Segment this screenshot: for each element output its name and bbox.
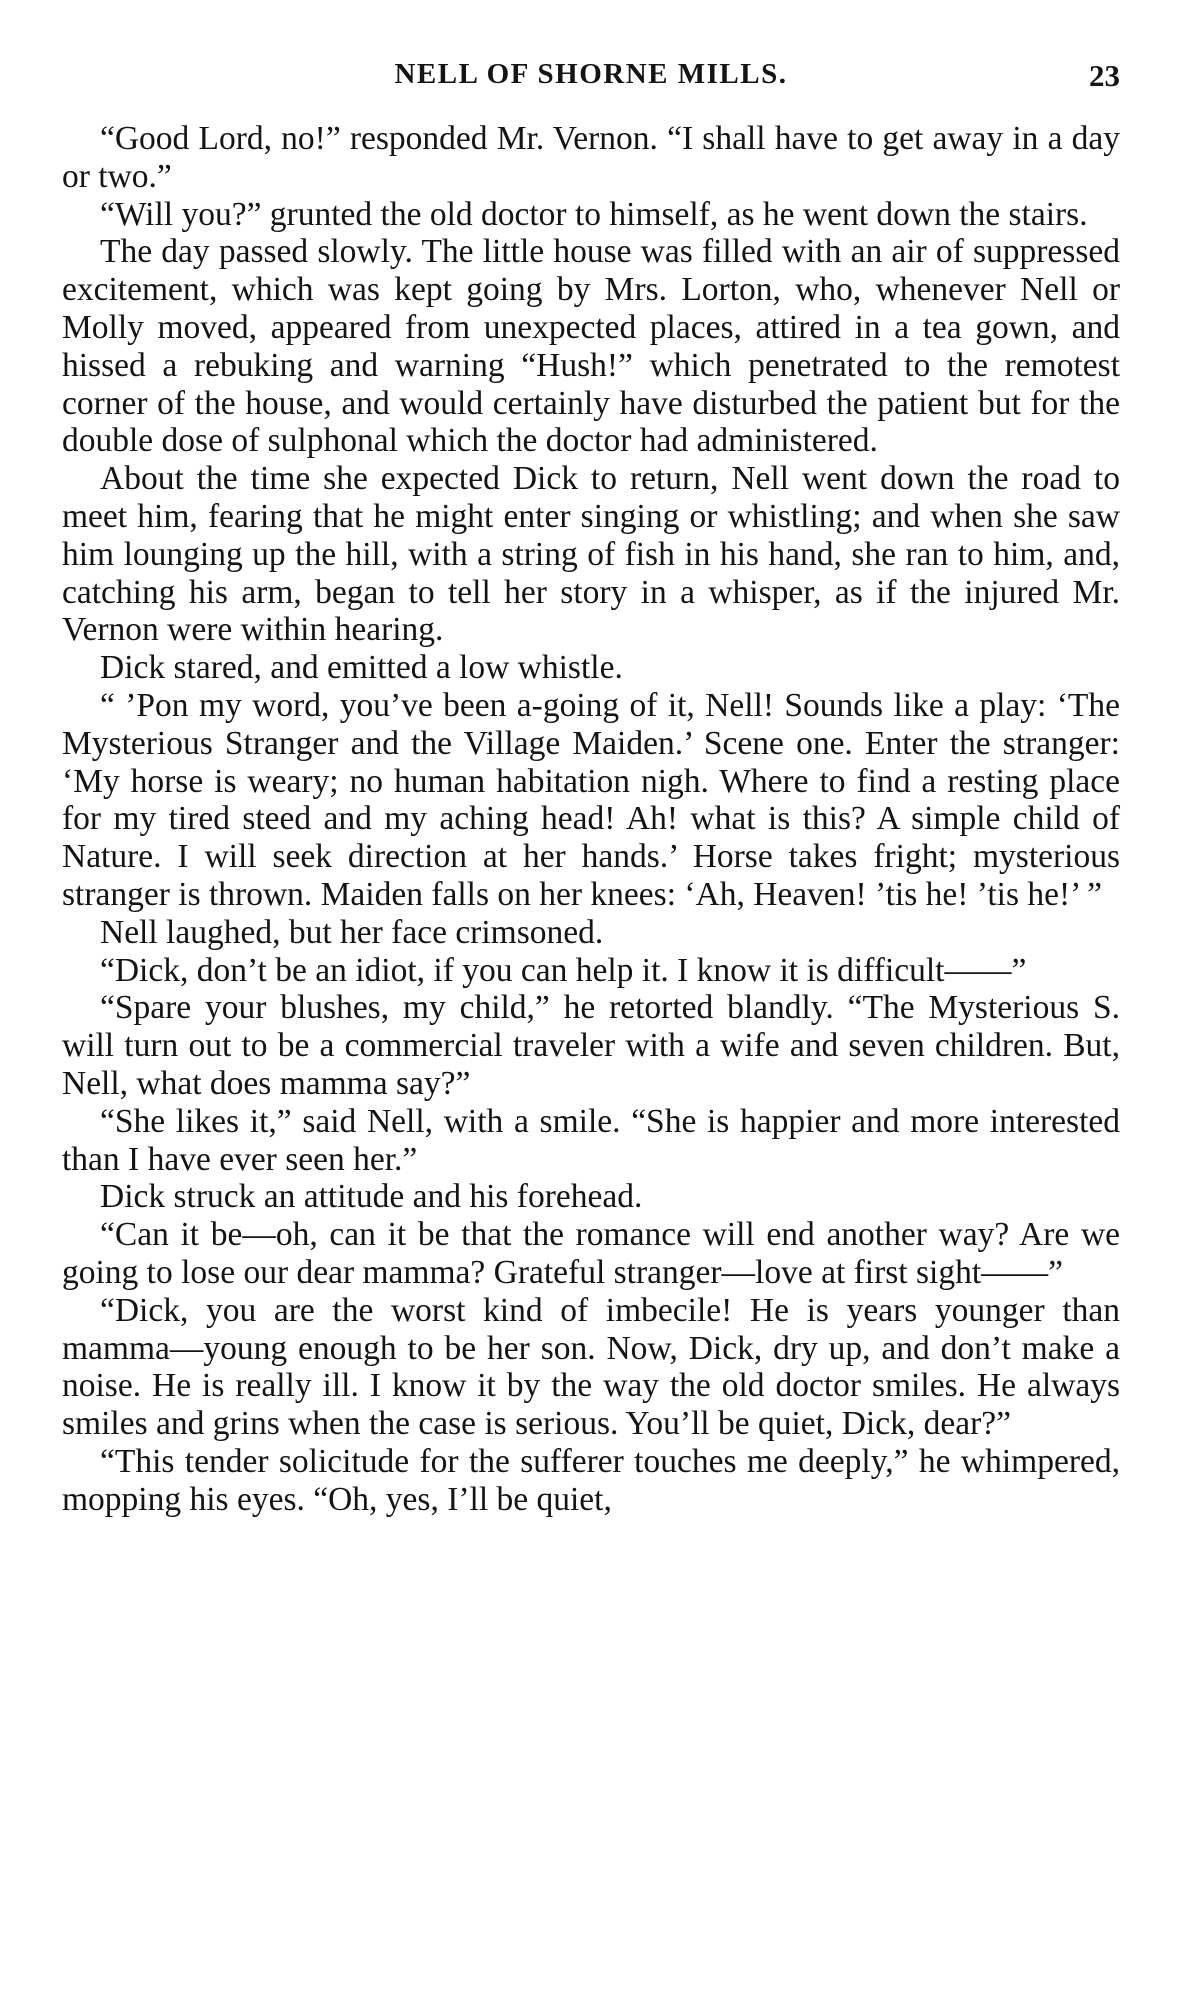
page-number: 23 (1089, 58, 1120, 93)
paragraph: “This tender solicitude for the sufferer touches me deeply,” he whimpered, mopping his eyes. “Oh, yes, I’ll be quiet, (62, 1442, 1120, 1518)
paragraph: “Can it be—oh, can it be that the romance will end another way? Are we going to lose our dear mamma? Grateful stranger—love at first sight——” (62, 1216, 1120, 1291)
paragraph: “Dick, don’t be an idiot, if you can help it. I know it is difficult——” (100, 951, 1027, 989)
book-page (62, 58, 1120, 1518)
paragraph: “Spare your blushes, my child,” he retorted blandly. “The Mysterious S. will turn out to be a commercial traveler with a wife and seven children. But, Nell, what does mamma say?” (62, 989, 1120, 1102)
paragraph: Dick struck an attitude and his forehead. (100, 1178, 643, 1216)
paragraph: “ ’Pon my word, you’ve been a-going of it, Nell! Sounds like a play: ‘The Mysterious Stranger and the Village Maiden.’ Scene one. Enter the stranger: ‘My horse is weary; no human habitation nigh. Where to find a resting place for my tired steed and my aching head! Ah! what is this? A simple child of Nature. I will seek direction at her hands.’ Horse takes fright; mysterious stranger is thrown. Maiden falls on her knees: ‘Ah, Heaven! ’tis he! ’tis he!’ ” (62, 686, 1120, 913)
body-text (62, 120, 1120, 1518)
paragraph: “Dick, you are the worst kind of imbecile! He is years younger than mamma—young enough to be her son. Now, Dick, dry up, and don’t make a noise. He is really ill. I know it by the way the old doctor smiles. He always smiles and grins when the case is serious. You’ll be quiet, Dick, dear?” (62, 1291, 1120, 1443)
paragraph: Dick stared, and emitted a low whistle. (100, 649, 623, 687)
paragraph: “She likes it,” said Nell, with a smile. “She is happier and more interested than I have ever seen her.” (62, 1102, 1120, 1178)
paragraph: “Good Lord, no!” responded Mr. Vernon. “I shall have to get away in a day or two.” (62, 120, 1120, 195)
paragraph: “Will you?” grunted the old doctor to himself, as he went down the stairs. (100, 195, 1088, 233)
page-header (62, 58, 1120, 106)
running-title: NELL OF SHORNE MILLS. (394, 58, 788, 90)
paragraph: The day passed slowly. The little house was filled with an air of suppressed excitement, which was kept going by Mrs. Lorton, who, whenever Nell or Molly moved, appeared from unexpected places, attired in a tea gown, and hissed a rebuking and warning “Hush!” which penetrated to the remotest corner of the house, and would certainly have disturbed the patient but for the double dose of sulphonal which the doctor had administered. (62, 233, 1120, 460)
paragraph: Nell laughed, but her face crimsoned. (100, 913, 604, 951)
paragraph: About the time she expected Dick to return, Nell went down the road to meet him, fearing that he might enter singing or whistling; and when she saw him lounging up the hill, with a string of fish in his hand, she ran to him, and, catching his arm, began to tell her story in a whisper, as if the injured Mr. Vernon were within hearing. (62, 460, 1120, 649)
